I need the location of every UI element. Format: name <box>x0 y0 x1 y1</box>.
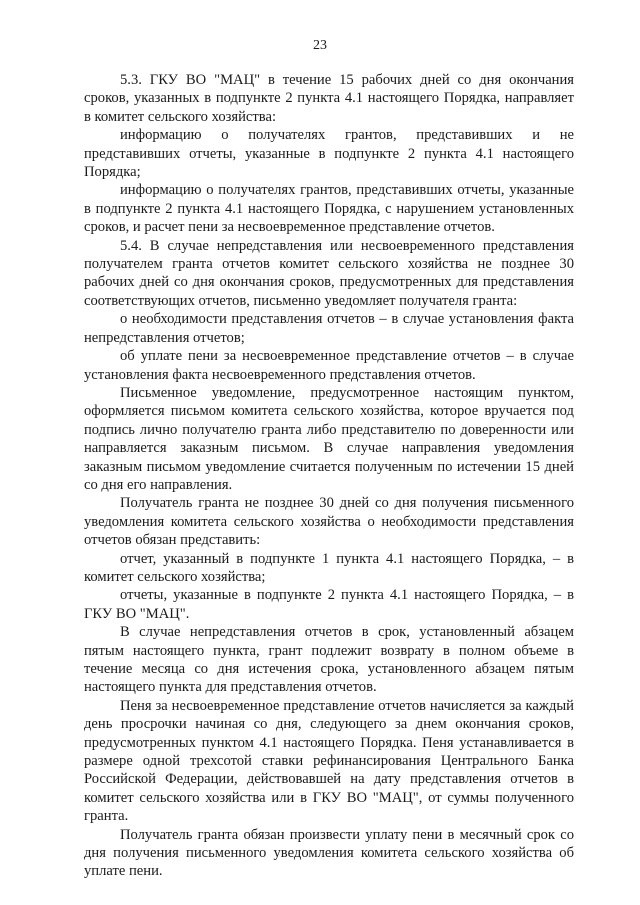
paragraph-written-notice: Письменное уведомление, предусмотренное настоящим пунктом, оформляется письмом комитета сельского хозяйства, которое вручается под подпись лично получателю гранта либо представителю по доверенности или направляется заказным письмом. В случае направления уведомления заказным письмом уведомление считается полученным по истечении 15 дней со дня его направления. <box>84 384 574 493</box>
paragraph-penalty-calc: Пеня за несвоевременное представление отчетов начисляется за каждый день просрочки начиная со дня, следующего за днем окончания сроков, предусмотренных пунктом 4.1 настоящего Порядка. Пеня устанавливается в размере одной трехсотой ставки рефинансирования Центрального Банка Российской Федерации, действовавшей на дату представления отчетов в комитет сельского хозяйства или в ГКУ ВО "МАЦ", от суммы полученного гранта. <box>84 697 574 825</box>
paragraph-recipient-obliged: Получатель гранта не позднее 30 дней со дня получения письменного уведомления комитета сельского хозяйства о необходимости представления отчетов обязан представить: <box>84 495 574 549</box>
paragraph-5-3: 5.3. ГКУ ВО "МАЦ" в течение 15 рабочих дней со дня окончания сроков, указанных в подпункте 2 пункта 4.1 настоящего Порядка, направляет в комитет сельского хозяйства: <box>84 72 574 125</box>
paragraph-report-1: отчет, указанный в подпункте 1 пункта 4.1 настоящего Порядка, – в комитет сельского хозяйства; <box>84 550 574 585</box>
paragraph-penalty-payment: Получатель гранта обязан произвести уплату пени в месячный срок со дня получения письменного уведомления комитета сельского хозяйства об уплате пени. <box>84 826 574 880</box>
paragraph-info-late: информацию о получателях грантов, представивших отчеты, указанные в подпункте 2 пункта 4.1 настоящего Порядка, с нарушением установленных сроков, и расчет пени за несвоевременное представление отчетов. <box>84 182 574 236</box>
page-number: 23 <box>313 38 327 53</box>
paragraph-report-2: отчеты, указанные в подпункте 2 пункта 4.1 настоящего Порядка, – в ГКУ ВО "МАЦ". <box>84 587 574 622</box>
document-body <box>84 71 574 881</box>
paragraph-5-4: 5.4. В случае непредставления или несвоевременного представления получателем гранта отчетов комитет сельского хозяйства не позднее 30 рабочих дней со дня окончания сроков, предусмотренных для представления соответствующих отчетов, письменно уведомляет получателя гранта: <box>84 237 574 309</box>
paragraph-info-reports: информацию о получателях грантов, представивших и не представивших отчеты, указанные в подпункте 2 пункта 4.1 настоящего Порядка; <box>84 127 574 181</box>
paragraph-necessity: о необходимости представления отчетов – в случае установления факта непредставления отчетов; <box>84 311 574 346</box>
paragraph-penalty-notice: об уплате пени за несвоевременное представление отчетов – в случае установления факта несвоевременного представления отчетов. <box>84 348 574 383</box>
paragraph-refund: В случае непредставления отчетов в срок, установленный абзацем пятым настоящего пункта, грант подлежит возврату в полном объеме в течение месяца со дня истечения срока, установленного абзацем пятым настоящего пункта для представления отчетов. <box>84 624 574 696</box>
